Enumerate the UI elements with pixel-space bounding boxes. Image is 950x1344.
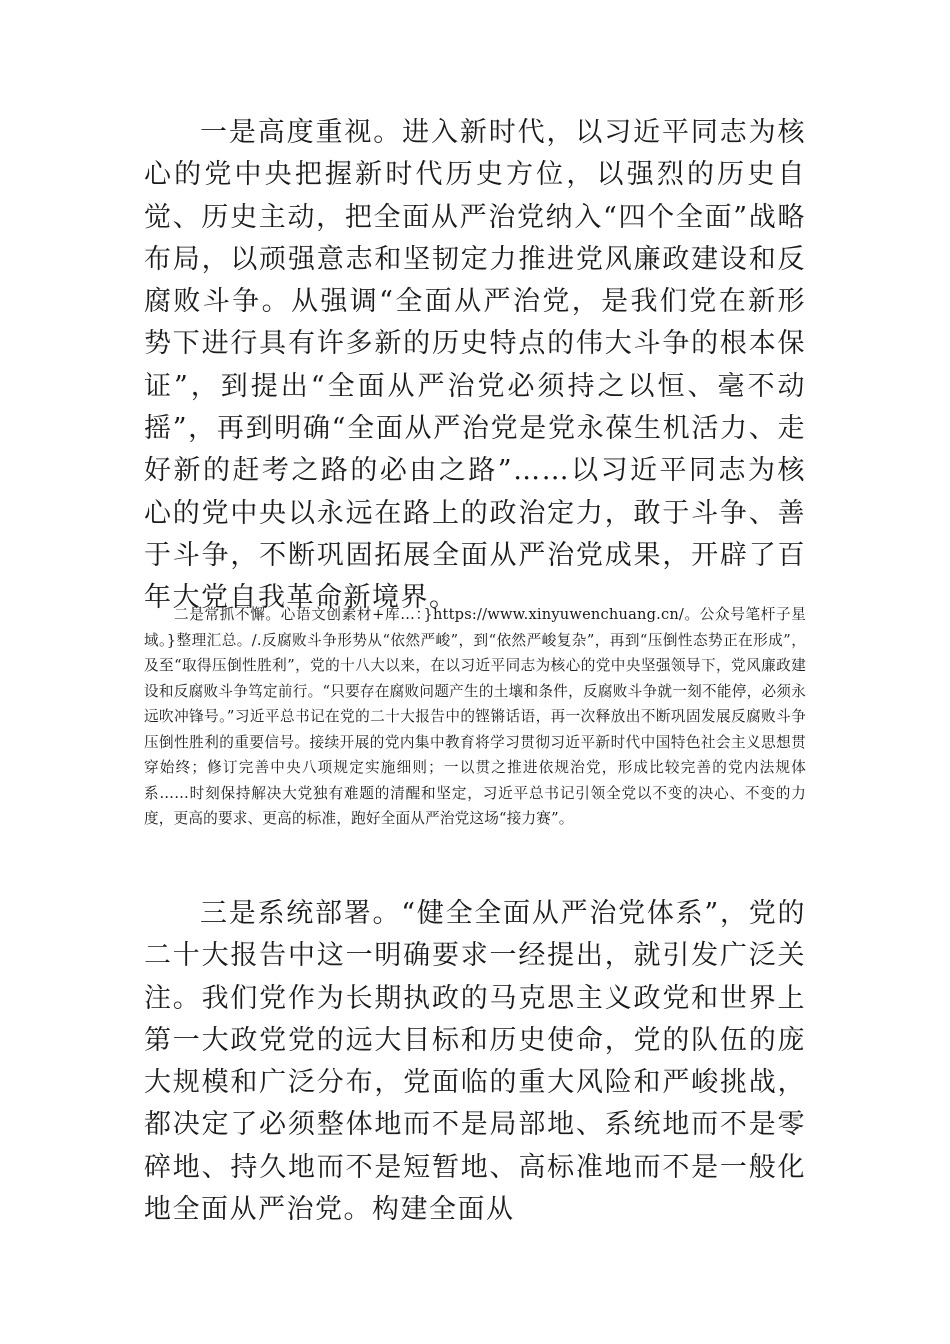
paragraph-systematic-deployment: 三是系统部署。“健全全面从严治党体系”，党的二十大报告中这一明确要求一经提出，就引发广泛关注。我们党作为长期执政的马克思主义政党和世界上第一大政党党的远大目标和历史使命，党的队伍的庞大规模和广泛分布，党面临的重大风险和严峻挑战，都决定了必须整体地而不是局部地、系统地而不是零碎地、持久地而不是短暂地、高标准地而不是一般化地全面从严治党。构建全面从 bbox=[144, 898, 806, 1226]
paragraph-high-priority: 一是高度重视。进入新时代，以习近平同志为核心的党中央把握新时代历史方位，以强烈的历史自觉、历史主动，把全面从严治党纳入“四个全面”战略布局，以顽强意志和坚韧定力推进党风廉政建设和反腐败斗争。从强调“全面从严治党，是我们党在新形势下进行具有许多新的历史特点的伟大斗争的根本保证”，到提出“全面从严治党必须持之以恒、毫不动摇”，再到明确“全面从严治党是党永葆生机活力、走好新的赶考之路的必由之路”……以习近平同志为核心的党中央以永远在路上的政治定力，敢于斗争、善于斗争，不断巩固拓展全面从严治党成果，开辟了百年大党自我革命新境界。 bbox=[144, 117, 806, 614]
paragraph-persistent-effort: 二是常抓不懈。心语文创素材+库…：}https://www.xinyuwenchuang.cn/。公众号笔杆子星域。}整理汇总。/.反腐败斗争形势从“依然严峻”，到“依然严峻复杂”，再到“压倒性态势正在形成”，及至“取得压倒性胜利”，党的十八大以来，在以习近平同志为核心的党中央坚强领导下，党风廉政建设和反腐败斗争笃定前行。“只要存在腐败问题产生的土壤和条件，反腐败斗争就一刻不能停，必须永远吹冲锋号。”习近平总书记在党的二十大报告中的铿锵话语，再一次释放出不断巩固发展反腐败斗争压倒性胜利的重要信号。接续开展的党内集中教育将学习贯彻习近平新时代中国特色社会主义思想贯穿始终；修订完善中央八项规定实施细则；一以贯之推进依规治党，形成比较完善的党内法规体系……时刻保持解决大党独有难题的清醒和坚定，习近平总书记引领全党以不变的决心、不变的力度，更高的要求、更高的标准，跑好全面从严治党这场“接力赛”。 bbox=[144, 606, 806, 827]
